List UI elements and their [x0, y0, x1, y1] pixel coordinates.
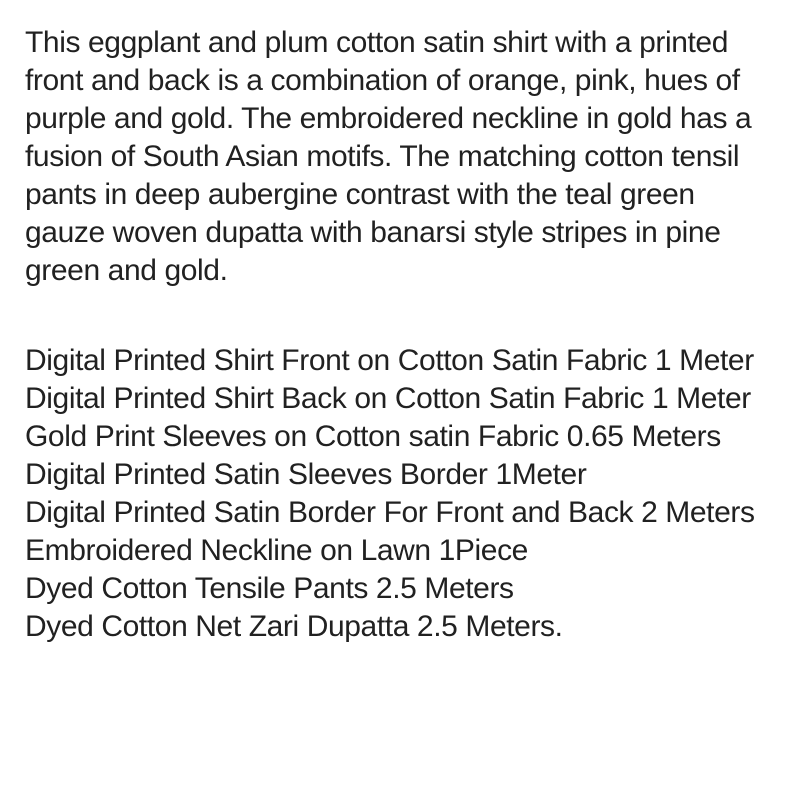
list-item: Dyed Cotton Tensile Pants 2.5 Meters [25, 572, 514, 605]
description-paragraph: This eggplant and plum cotton satin shirt with a printed front and back is a combination of orange, pink, hues of purple and gold. The embroidered neckline in gold has a fusion of South Asian motifs. The matching cotton tensil pants in deep aubergine contrast with the teal green gauze woven dupatta with banarsi style stripes in pine green and gold. [25, 26, 752, 287]
materials-list [25, 342, 774, 646]
list-item: Embroidered Neckline on Lawn 1Piece [25, 534, 528, 567]
paragraph-list-gap [25, 290, 774, 342]
list-item: Digital Printed Satin Border For Front and Back 2 Meters [25, 496, 755, 529]
list-item: Digital Printed Satin Sleeves Border 1Meter [25, 458, 587, 491]
list-item: Digital Printed Shirt Back on Cotton Satin Fabric 1 Meter [25, 382, 751, 415]
list-item: Gold Print Sleeves on Cotton satin Fabric 0.65 Meters [25, 420, 721, 453]
list-item: Dyed Cotton Net Zari Dupatta 2.5 Meters. [25, 610, 563, 643]
list-item: Digital Printed Shirt Front on Cotton Satin Fabric 1 Meter [25, 344, 754, 377]
